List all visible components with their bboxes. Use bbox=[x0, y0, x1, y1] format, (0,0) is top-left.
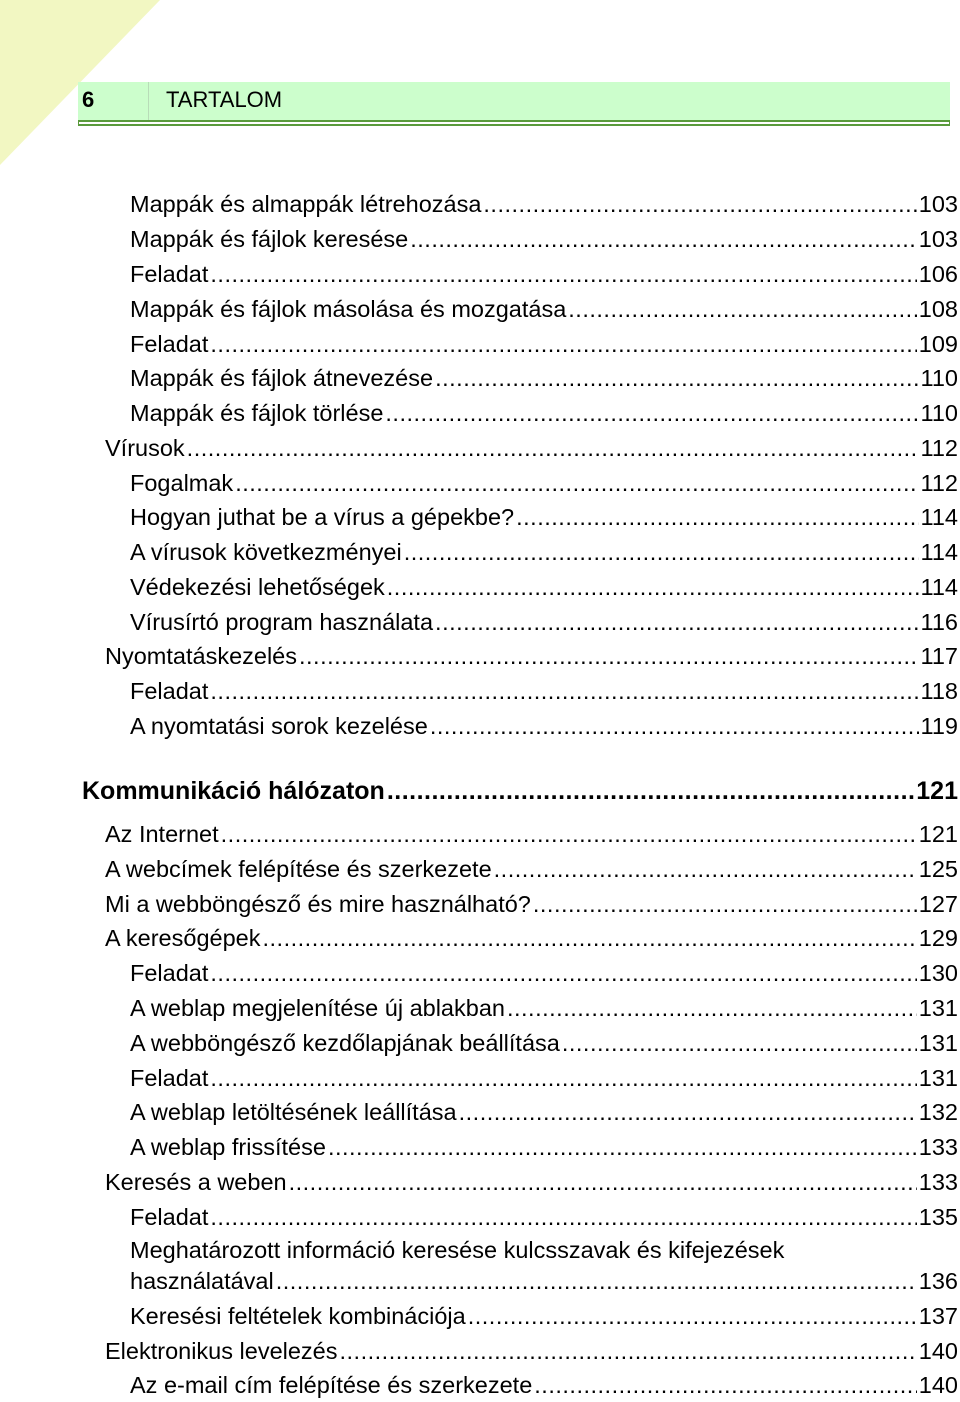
toc-entry[interactable] bbox=[105, 431, 958, 465]
toc-entry-title: A weblap frissítése bbox=[130, 1134, 326, 1160]
toc-entry-title: Mappák és fájlok másolása és mozgatása bbox=[130, 296, 567, 322]
toc-dot-leader bbox=[410, 222, 917, 256]
toc-entry-title: Keresés a weben bbox=[105, 1169, 287, 1195]
toc-dot-leader bbox=[187, 431, 919, 465]
toc-dot-leader bbox=[533, 887, 917, 921]
toc-entry[interactable] bbox=[105, 1334, 958, 1368]
toc-entry[interactable] bbox=[130, 570, 958, 604]
toc-entry-title: A vírusok következményei bbox=[130, 539, 402, 565]
toc-page-number: 133 bbox=[918, 1169, 958, 1195]
toc-dot-leader bbox=[210, 1061, 916, 1095]
toc-page-number: 110 bbox=[920, 400, 958, 426]
toc-entry[interactable] bbox=[130, 1095, 958, 1129]
toc-entry[interactable] bbox=[130, 466, 958, 500]
toc-page-number: 112 bbox=[920, 470, 958, 496]
toc-page-number: 130 bbox=[918, 960, 958, 986]
toc-entry-title: Vírusírtó program használata bbox=[130, 609, 434, 635]
toc-entry-title: Kommunikáció hálózaton bbox=[82, 777, 385, 805]
toc-page-number: 132 bbox=[918, 1099, 958, 1125]
toc-page-number: 112 bbox=[920, 435, 958, 461]
toc-entry-title: Feladat bbox=[130, 331, 209, 357]
toc-entry[interactable] bbox=[130, 257, 958, 291]
toc-page-number: 133 bbox=[918, 1134, 958, 1160]
toc-entry-title: Feladat bbox=[130, 1065, 209, 1091]
toc-entry-title: A webböngésző kezdőlapjának beállítása bbox=[130, 1030, 560, 1056]
toc-dot-leader bbox=[483, 187, 916, 221]
toc-entry[interactable] bbox=[105, 887, 958, 921]
toc-entry[interactable] bbox=[105, 1165, 958, 1199]
toc-entry[interactable] bbox=[130, 674, 958, 708]
toc-page-number: 129 bbox=[918, 925, 958, 951]
toc-page-number: 125 bbox=[918, 856, 958, 882]
toc-entry[interactable] bbox=[130, 327, 958, 361]
toc-dot-leader bbox=[516, 500, 918, 534]
toc-dot-leader bbox=[235, 466, 918, 500]
toc-dot-leader bbox=[210, 674, 918, 708]
toc-entry[interactable] bbox=[130, 956, 958, 990]
toc-entry-title: Feladat bbox=[130, 678, 209, 704]
toc-page-number: 103 bbox=[918, 226, 958, 252]
toc-dot-leader bbox=[328, 1130, 917, 1164]
toc-entry[interactable] bbox=[105, 921, 958, 955]
toc-entry[interactable] bbox=[130, 1130, 958, 1164]
toc-entry[interactable] bbox=[130, 222, 958, 256]
toc-entry-title: Feladat bbox=[130, 1204, 209, 1230]
toc-dot-leader bbox=[387, 774, 914, 808]
toc-entry[interactable] bbox=[130, 361, 958, 395]
toc-dot-leader bbox=[210, 257, 916, 291]
toc-entry-title: Védekezési lehetőségek bbox=[130, 574, 385, 600]
toc-entry-title: Elektronikus levelezés bbox=[105, 1338, 338, 1364]
toc-entry-title: Az e-mail cím felépítése és szerkezete bbox=[130, 1372, 533, 1398]
toc-entry-title: Mi a webböngésző és mire használható? bbox=[105, 891, 531, 917]
toc-entry-title: használatával bbox=[130, 1268, 274, 1294]
toc-dot-leader bbox=[430, 709, 919, 743]
toc-dot-leader bbox=[404, 535, 919, 569]
toc-entry-title: Feladat bbox=[130, 960, 209, 986]
toc-page-number: 127 bbox=[918, 891, 958, 917]
toc-page-number: 119 bbox=[920, 713, 958, 739]
toc-entry[interactable] bbox=[130, 1299, 958, 1333]
toc-entry-title: Az Internet bbox=[105, 821, 219, 847]
toc-entry-title-line: Meghatározott információ keresése kulcsszavak és kifejezések bbox=[130, 1237, 785, 1263]
toc-page-number: 131 bbox=[918, 1065, 958, 1091]
toc-page-number: 135 bbox=[918, 1204, 958, 1230]
toc-entry[interactable] bbox=[130, 605, 958, 639]
toc-page-number: 140 bbox=[918, 1372, 958, 1398]
toc-entry-title: Mappák és fájlok átnevezése bbox=[130, 365, 434, 391]
toc-dot-leader bbox=[276, 1264, 917, 1298]
toc-dot-leader bbox=[435, 605, 918, 639]
toc-dot-leader bbox=[507, 991, 917, 1025]
toc-entry-title: A weblap megjelenítése új ablakban bbox=[130, 995, 505, 1021]
toc-entry[interactable] bbox=[130, 292, 958, 326]
toc-entry[interactable] bbox=[130, 1061, 958, 1095]
toc-dot-leader bbox=[568, 292, 917, 326]
toc-entry[interactable] bbox=[130, 396, 958, 430]
toc-entry-title: Fogalmak bbox=[130, 470, 234, 496]
toc-page-number: 116 bbox=[920, 609, 958, 635]
toc-dot-leader bbox=[435, 361, 918, 395]
toc-dot-leader bbox=[385, 396, 918, 430]
toc-page-number: 131 bbox=[918, 1030, 958, 1056]
toc-page-number: 114 bbox=[920, 504, 958, 530]
toc-dot-leader bbox=[289, 1165, 917, 1199]
toc-dot-leader bbox=[210, 1200, 916, 1234]
toc-dot-leader bbox=[262, 921, 916, 955]
toc-entry[interactable] bbox=[105, 817, 958, 851]
toc-dot-leader bbox=[210, 956, 916, 990]
toc-entry-title: A nyomtatási sorok kezelése bbox=[130, 713, 428, 739]
toc-dot-leader bbox=[562, 1026, 917, 1060]
toc-entry[interactable] bbox=[130, 1026, 958, 1060]
toc-entry-title: Nyomtatáskezelés bbox=[105, 643, 297, 669]
toc-dot-leader bbox=[494, 852, 917, 886]
toc-dot-leader bbox=[210, 327, 916, 361]
toc-entry[interactable] bbox=[130, 1368, 958, 1402]
toc-entry[interactable] bbox=[130, 1264, 958, 1298]
toc-entry[interactable] bbox=[105, 639, 958, 673]
toc-entry-title: Vírusok bbox=[105, 435, 185, 461]
toc-dot-leader bbox=[459, 1095, 917, 1129]
toc-entry-title: A weblap letöltésének leállítása bbox=[130, 1099, 457, 1125]
toc-entry-title: Mappák és fájlok törlése bbox=[130, 400, 384, 426]
toc-page-number: 108 bbox=[918, 296, 958, 322]
toc-dot-leader bbox=[387, 570, 919, 604]
toc-page-number: 117 bbox=[920, 643, 958, 669]
toc-entry-title: A webcímek felépítése és szerkezete bbox=[105, 856, 492, 882]
toc-page-number: 103 bbox=[918, 191, 958, 217]
toc-page-number: 121 bbox=[918, 821, 958, 847]
toc-page-number: 109 bbox=[918, 331, 958, 357]
toc-entry-title: A keresőgépek bbox=[105, 925, 261, 951]
toc-entry[interactable] bbox=[130, 1200, 958, 1234]
toc-page-number: 121 bbox=[916, 777, 958, 805]
toc-page-number: 137 bbox=[918, 1303, 958, 1329]
toc-dot-leader bbox=[340, 1334, 917, 1368]
toc-entry[interactable] bbox=[105, 852, 958, 886]
toc-entry[interactable] bbox=[130, 500, 958, 534]
page-number: 6 bbox=[82, 87, 95, 112]
toc-entry-title: Hogyan juthat be a vírus a gépekbe? bbox=[130, 504, 515, 530]
toc-entry[interactable] bbox=[130, 535, 958, 569]
toc-dot-leader bbox=[299, 639, 919, 673]
toc-entry[interactable] bbox=[130, 991, 958, 1025]
toc-entry-title: Keresési feltételek kombinációja bbox=[130, 1303, 466, 1329]
toc-page-number: 140 bbox=[918, 1338, 958, 1364]
toc-page-number: 131 bbox=[918, 995, 958, 1021]
toc-entry-title: Mappák és fájlok keresése bbox=[130, 226, 409, 252]
toc-dot-leader bbox=[468, 1299, 917, 1333]
toc-entry[interactable] bbox=[130, 187, 958, 221]
toc-dot-leader bbox=[534, 1368, 917, 1402]
toc-dot-leader bbox=[221, 817, 917, 851]
toc-entry-title: Feladat bbox=[130, 261, 209, 287]
toc-page-number: 118 bbox=[920, 678, 958, 704]
toc-page-number: 136 bbox=[918, 1268, 958, 1294]
toc-page-number: 114 bbox=[920, 539, 958, 565]
toc-entry-title: Mappák és almappák létrehozása bbox=[130, 191, 482, 217]
toc-page-number: 114 bbox=[920, 574, 958, 600]
toc-entry[interactable] bbox=[130, 709, 958, 743]
toc-page-number: 110 bbox=[920, 365, 958, 391]
toc-page-number: 106 bbox=[918, 261, 958, 287]
section-title: TARTALOM bbox=[166, 87, 283, 112]
toc-entry[interactable] bbox=[82, 774, 958, 808]
